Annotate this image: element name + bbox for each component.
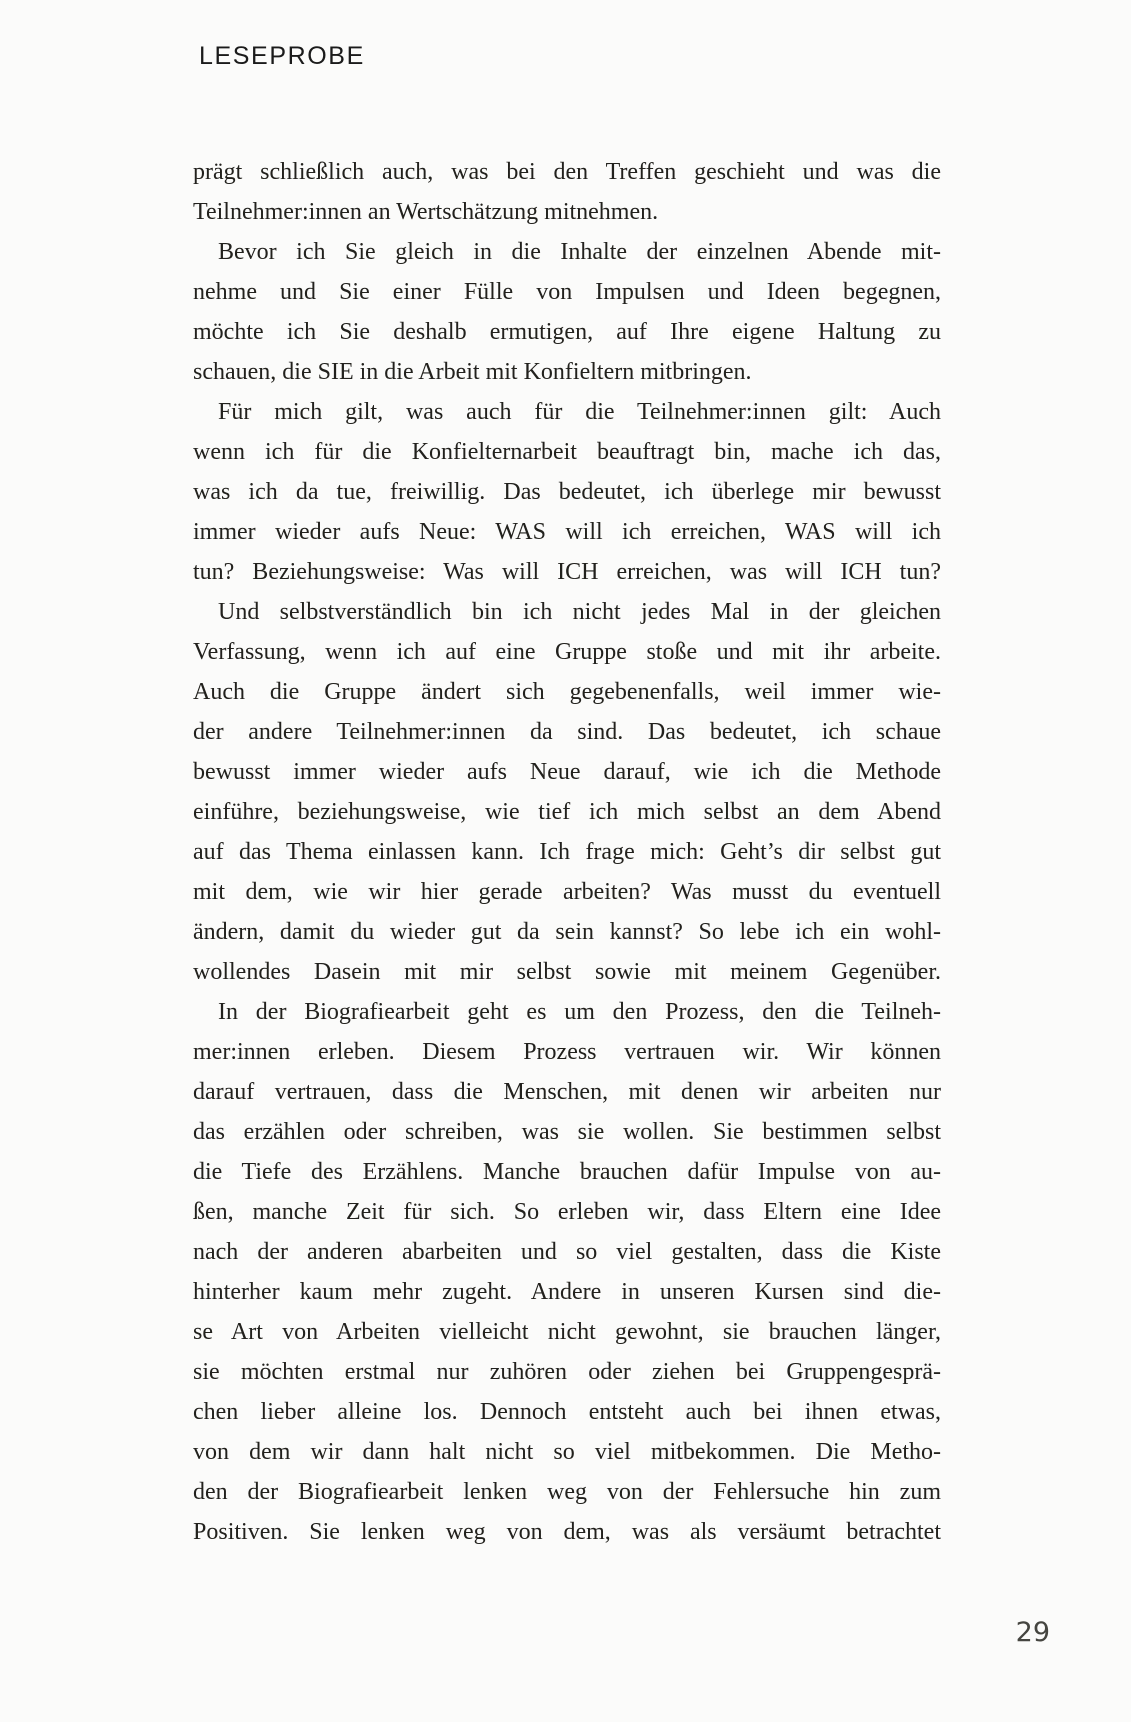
text-line: der andere Teilnehmer:innen da sind. Das bedeutet, ich schaue: [193, 719, 941, 745]
text-line: hinterher kaum mehr zugeht. Andere in unseren Kursen sind die-: [193, 1279, 941, 1305]
paragraph: [193, 152, 941, 232]
page-number: 29: [1015, 1617, 1050, 1648]
text-line: se Art von Arbeiten vielleicht nicht gewohnt, sie brauchen länger,: [193, 1319, 941, 1345]
text-line: Bevor ich Sie gleich in die Inhalte der einzelnen Abende mit-: [218, 239, 941, 265]
text-line: den der Biografiearbeit lenken weg von der Fehlersuche hin zum: [193, 1479, 941, 1505]
text-line: wenn ich für die Konfielternarbeit beauftragt bin, mache ich das,: [193, 439, 941, 465]
text-line: das erzählen oder schreiben, was sie wollen. Sie bestimmen selbst: [193, 1119, 941, 1145]
text-line: Positiven. Sie lenken weg von dem, was als versäumt betrachtet: [193, 1519, 941, 1545]
text-line: bewusst immer wieder aufs Neue darauf, wie ich die Methode: [193, 759, 941, 785]
text-line: schauen, die SIE in die Arbeit mit Konfieltern mitbringen.: [193, 359, 752, 385]
text-line: Verfassung, wenn ich auf eine Gruppe stoße und mit ihr arbeite.: [193, 639, 941, 665]
text-line: nach der anderen abarbeiten und so viel gestalten, dass die Kiste: [193, 1239, 941, 1265]
body-text: [193, 152, 941, 1552]
text-line: einführe, beziehungsweise, wie tief ich mich selbst an dem Abend: [193, 799, 941, 825]
text-line: wollendes Dasein mit mir selbst sowie mit meinem Gegenüber.: [193, 959, 941, 985]
text-line: immer wieder aufs Neue: WAS will ich erreichen, WAS will ich: [193, 519, 941, 545]
text-line: was ich da tue, freiwillig. Das bedeutet, ich überlege mir bewusst: [193, 479, 941, 505]
text-line: möchte ich Sie deshalb ermutigen, auf Ihre eigene Haltung zu: [193, 319, 941, 345]
paragraph: [193, 392, 941, 592]
text-line: von dem wir dann halt nicht so viel mitbekommen. Die Metho-: [193, 1439, 941, 1465]
text-line: prägt schließlich auch, was bei den Treffen geschieht und was die: [193, 159, 941, 185]
text-line: tun? Beziehungsweise: Was will ICH erreichen, was will ICH tun?: [193, 559, 941, 585]
text-line: die Tiefe des Erzählens. Manche brauchen dafür Impulse von au-: [193, 1159, 941, 1185]
text-line: ändern, damit du wieder gut da sein kannst? So lebe ich ein wohl-: [193, 919, 941, 945]
text-line: mit dem, wie wir hier gerade arbeiten? Was musst du eventuell: [193, 879, 941, 905]
text-line: ßen, manche Zeit für sich. So erleben wir, dass Eltern eine Idee: [193, 1199, 941, 1225]
text-line: auf das Thema einlassen kann. Ich frage mich: Geht’s dir selbst gut: [193, 839, 941, 865]
paragraph: [193, 992, 941, 1552]
text-line: nehme und Sie einer Fülle von Impulsen und Ideen begegnen,: [193, 279, 941, 305]
text-line: Und selbstverständlich bin ich nicht jedes Mal in der gleichen: [218, 599, 941, 625]
text-line: sie möchten erstmal nur zuhören oder ziehen bei Gruppengesprä-: [193, 1359, 941, 1385]
text-line: Für mich gilt, was auch für die Teilnehmer:innen gilt: Auch: [218, 399, 941, 425]
text-line: In der Biografiearbeit geht es um den Prozess, den die Teilneh-: [218, 999, 941, 1025]
text-line: darauf vertrauen, dass die Menschen, mit denen wir arbeiten nur: [193, 1079, 941, 1105]
text-line: chen lieber alleine los. Dennoch entsteht auch bei ihnen etwas,: [193, 1399, 941, 1425]
running-header: LESEPROBE: [199, 42, 365, 70]
text-line: Auch die Gruppe ändert sich gegebenenfalls, weil immer wie-: [193, 679, 941, 705]
paragraph: [193, 592, 941, 992]
text-line: Teilnehmer:innen an Wertschätzung mitnehmen.: [193, 199, 659, 225]
paragraph: [193, 232, 941, 392]
text-line: mer:innen erleben. Diesem Prozess vertrauen wir. Wir können: [193, 1039, 941, 1065]
